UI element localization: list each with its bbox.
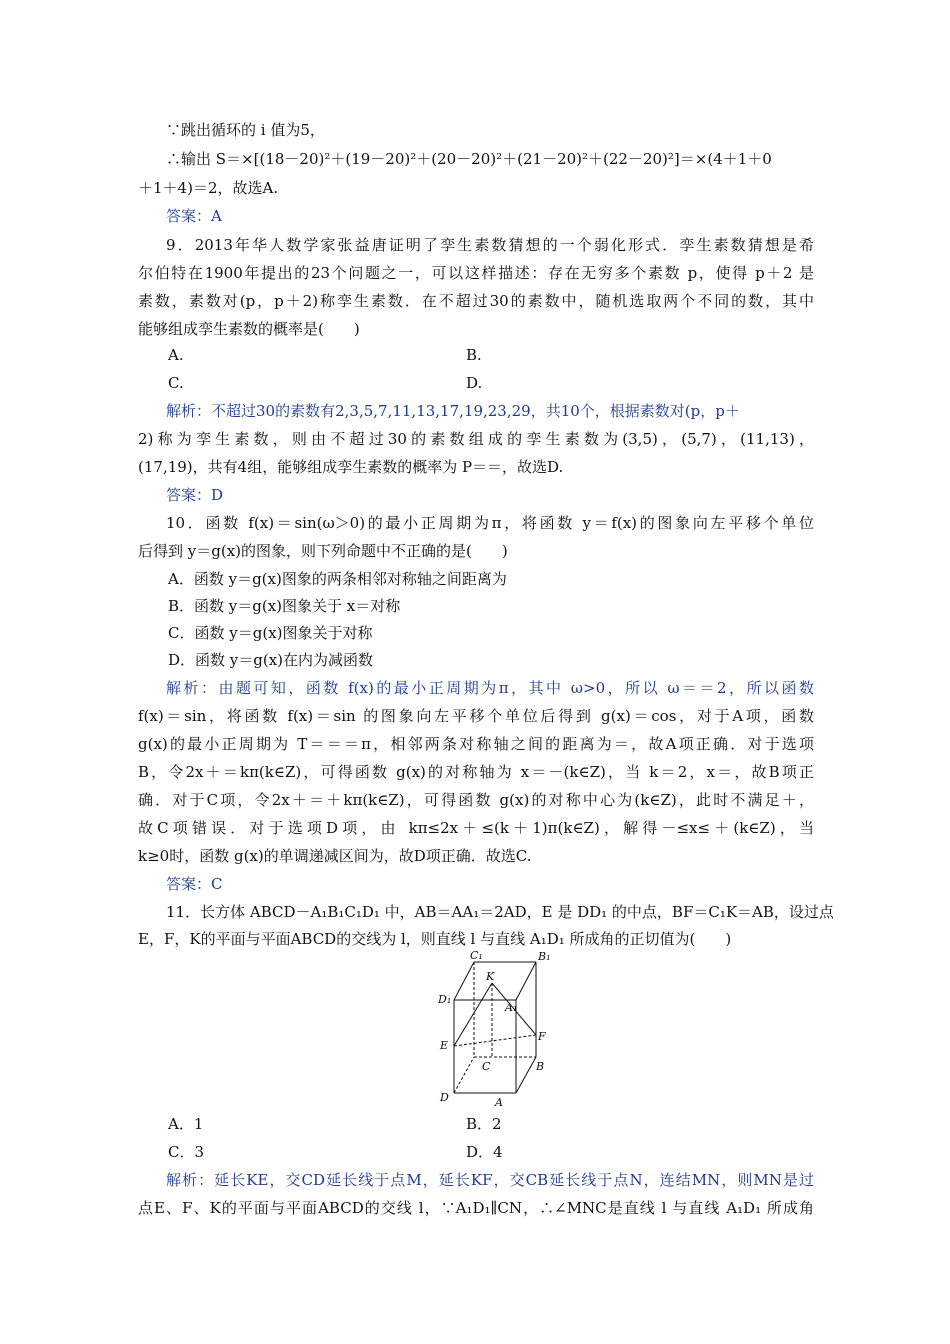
q10-line-1: 10．函数 f(x)＝sin(ω＞0)的最小正周期为π，将函数 y＝f(x)的图象向左平移个单位 <box>166 514 814 532</box>
q11-option-b: B．2 <box>466 1115 502 1133</box>
q10-solution-6: 故C项错误．对于选项D项，由 kπ≤2x＋≤(k＋1)π(k∈Z)，解得－≤x≤＋(k∈Z)，当 <box>138 819 814 837</box>
label-c: C <box>482 1060 491 1073</box>
q10-option-b: B．函数 y＝g(x)图象关于 x＝对称 <box>168 597 401 615</box>
q10-solution-5: 确．对于C项，令2x＋＝＋kπ(k∈Z)，可得函数 g(x)的对称中心为(k∈Z)，此时不满足＋， <box>138 791 814 809</box>
q9-solution-2: 2)称为孪生素数，则由不超过30的素数组成的孪生素数为(3,5)，(5,7)，(11,13)， <box>138 430 814 448</box>
q9-solution-1: 解析：不超过30的素数有2,3,5,7,11,13,17,19,23,29，共10个，根据素数对(p，p＋ <box>166 402 740 420</box>
label-a: A <box>495 1096 503 1108</box>
line-ke <box>454 983 492 1046</box>
label-e: E <box>440 1039 449 1052</box>
q9-line-1: 9．2013年华人数学家张益唐证明了孪生素数猜想的一个弱化形式．孪生素数猜想是希 <box>166 236 814 254</box>
q9-line-3: 素数，素数对(p，p＋2)称孪生素数．在不超过30的素数中，随机选取两个不同的数，其中 <box>138 292 814 310</box>
line-3: ＋1＋4)＝2，故选A. <box>138 179 279 197</box>
q10-solution-7: k≥0时，函数 g(x)的单调递减区间为，故D项正确．故选C. <box>138 847 532 865</box>
label-d: D <box>440 1091 449 1104</box>
label-b1: B₁ <box>538 950 551 963</box>
label-d1: D₁ <box>438 993 452 1006</box>
label-k: K <box>486 970 495 983</box>
q9-option-c: C. <box>168 374 184 392</box>
edge-dc <box>454 1057 474 1093</box>
q11-option-d: D．4 <box>466 1143 503 1161</box>
edge-ab <box>516 1057 536 1093</box>
q11-line-2: E，F，K的平面与平面ABCD的交线为 l，则直线 l 与直线 A₁D₁ 所成角的正切值为( ) <box>138 930 732 948</box>
q10-solution-3: g(x)的最小正周期为 T＝＝＝π，相邻两条对称轴之间的距离为＝，故A项正确．对于选项 <box>138 735 814 753</box>
q10-option-a: A．函数 y＝g(x)图象的两条相邻对称轴之间距离为 <box>168 570 507 588</box>
q9-option-a: A. <box>168 346 184 364</box>
answer-8: 答案：A <box>166 207 222 225</box>
q10-option-d: D．函数 y＝g(x)在内为减函数 <box>168 651 374 669</box>
q9-line-2: 尔伯特在1900年提出的23个问题之一，可以这样描述：存在无穷多个素数 p，使得 p＋2 是 <box>138 264 814 282</box>
edge-b1a1 <box>516 962 536 1000</box>
q9-option-d: D. <box>466 374 483 392</box>
q9-line-4: 能够组成孪生素数的概率是( ) <box>138 320 360 338</box>
line-1: ∵跳出循环的 i 值为5， <box>166 121 325 139</box>
line-ef <box>454 1035 536 1046</box>
q10-line-2: 后得到 y＝g(x)的图象，则下列命题中不正确的是( ) <box>138 542 508 560</box>
answer-10: 答案：C <box>166 875 223 893</box>
label-b: B <box>536 1060 545 1073</box>
edge-c1d1 <box>454 962 474 1000</box>
q10-option-c: C．函数 y＝g(x)图象关于对称 <box>168 624 373 642</box>
label-f: F <box>538 1030 546 1043</box>
label-a1: A₁ <box>505 1001 518 1014</box>
q9-option-b: B. <box>466 346 482 364</box>
answer-9: 答案：D <box>166 486 224 504</box>
label-c1: C₁ <box>470 950 483 962</box>
q10-solution-2: f(x)＝sin，将函数 f(x)＝sin 的图象向左平移个单位后得到 g(x)＝cos，对于A项，函数 <box>138 707 814 725</box>
line-2: ∴输出 S＝×[(18－20)²＋(19－20)²＋(20－20)²＋(21－20)²＋(22－20)²]＝×(4＋1＋0 <box>166 150 772 168</box>
q11-solution-2: 点E、F、K的平面与平面ABCD的交线 l，∵A₁D₁∥CN，∴∠MNC是直线 l 与直线 A₁D₁ 所成角 <box>138 1199 814 1217</box>
q10-solution-4: B，令2x＋＝kπ(k∈Z)，可得函数 g(x)的对称轴为 x＝－(k∈Z)，当 k＝2，x＝，故B项正 <box>138 763 814 781</box>
q11-line-1: 11．长方体 ABCD－A₁B₁C₁D₁ 中，AB＝AA₁＝2AD，E 是 DD₁ 的中点，BF＝C₁K＝AB，设过点 <box>166 903 834 921</box>
q10-solution-1: 解析：由题可知，函数 f(x)的最小正周期为π，其中 ω>0，所以 ω＝＝2，所以函数 <box>166 679 814 697</box>
q11-option-c: C．3 <box>168 1143 205 1161</box>
q11-option-a: A．1 <box>168 1115 204 1133</box>
cuboid-figure <box>418 950 560 1108</box>
q9-solution-3: (17,19)，共有4组，能够组成孪生素数的概率为 P＝＝，故选D. <box>138 458 564 476</box>
q11-solution-1: 解析：延长KE，交CD延长线于点M，延长KF，交CB延长线于点N，连结MN，则MN是过 <box>166 1171 814 1189</box>
